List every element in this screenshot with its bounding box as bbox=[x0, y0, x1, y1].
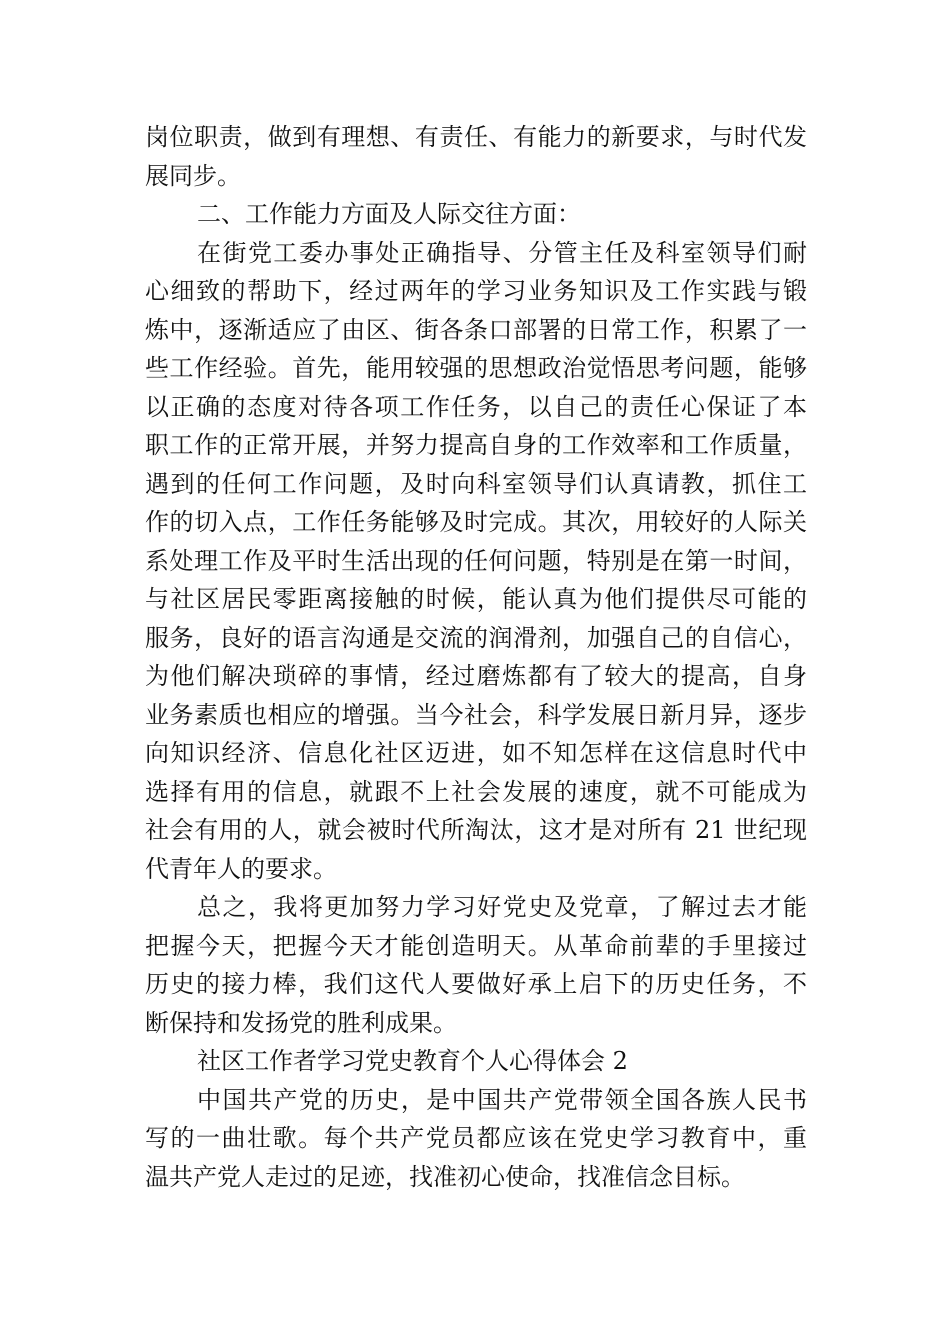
text-line: 炼中，逐渐适应了由区、街各条口部署的日常工作，积累了一 bbox=[145, 315, 807, 344]
document-body bbox=[145, 118, 807, 1196]
text-line: 展同步。 bbox=[145, 161, 241, 190]
text-line: 系处理工作及平时生活出现的任何问题，特别是在第一时间， bbox=[145, 546, 807, 575]
text-line: 二、工作能力方面及人际交往方面： bbox=[197, 200, 581, 228]
text-line: 写的一曲壮歌。每个共产党员都应该在党史学习教育中，重 bbox=[145, 1124, 807, 1152]
text-line: 中国共产党的历史，是中国共产党带领全国各族人民书 bbox=[197, 1085, 807, 1114]
text-line: 选择有用的信息，就跟不上社会发展的速度，就不可能成为 bbox=[145, 777, 807, 806]
text-line: 职工作的正常开展，并努力提高自身的工作效率和工作质量， bbox=[145, 431, 807, 459]
text-line: 为他们解决琐碎的事情，经过磨炼都有了较大的提高，自身 bbox=[145, 662, 807, 690]
text-line: 与社区居民零距离接触的时候，能认真为他们提供尽可能的 bbox=[145, 585, 807, 613]
text-line: 向知识经济、信息化社区迈进，如不知怎样在这信息时代中 bbox=[145, 739, 807, 767]
text-line: 断保持和发扬党的胜利成果。 bbox=[145, 1008, 457, 1037]
text-line: 社会有用的人，就会被时代所淘汰，这才是对所有 21 世纪现 bbox=[145, 816, 807, 844]
text-line: 些工作经验。首先，能用较强的思想政治觉悟思考问题，能够 bbox=[145, 354, 807, 382]
text-line: 岗位职责，做到有理想、有责任、有能力的新要求，与时代发 bbox=[145, 123, 807, 151]
text-line: 在街党工委办事处正确指导、分管主任及科室领导们耐 bbox=[197, 238, 807, 267]
text-line: 把握今天，把握今天才能创造明天。从革命前辈的手里接过 bbox=[145, 931, 807, 960]
text-line: 服务，良好的语言沟通是交流的润滑剂，加强自己的自信心， bbox=[145, 623, 807, 652]
text-line: 社区工作者学习党史教育个人心得体会 2 bbox=[197, 1047, 628, 1075]
text-line: 作的切入点，工作任务能够及时完成。其次，用较好的人际关 bbox=[145, 508, 807, 536]
text-line: 遇到的任何工作问题，及时向科室领导们认真请教，抓住工 bbox=[145, 469, 807, 498]
text-line: 温共产党人走过的足迹，找准初心使命，找准信念目标。 bbox=[145, 1162, 745, 1191]
text-line: 总之，我将更加努力学习好党史及党章，了解过去才能 bbox=[197, 893, 807, 921]
text-line: 心细致的帮助下，经过两年的学习业务知识及工作实践与锻 bbox=[145, 277, 807, 305]
text-line: 业务素质也相应的增强。当今社会，科学发展日新月异，逐步 bbox=[145, 700, 807, 729]
text-line: 代青年人的要求。 bbox=[145, 854, 337, 883]
text-line: 以正确的态度对待各项工作任务，以自己的责任心保证了本 bbox=[145, 392, 807, 421]
text-line: 历史的接力棒，我们这代人要做好承上启下的历史任务，不 bbox=[145, 970, 807, 998]
